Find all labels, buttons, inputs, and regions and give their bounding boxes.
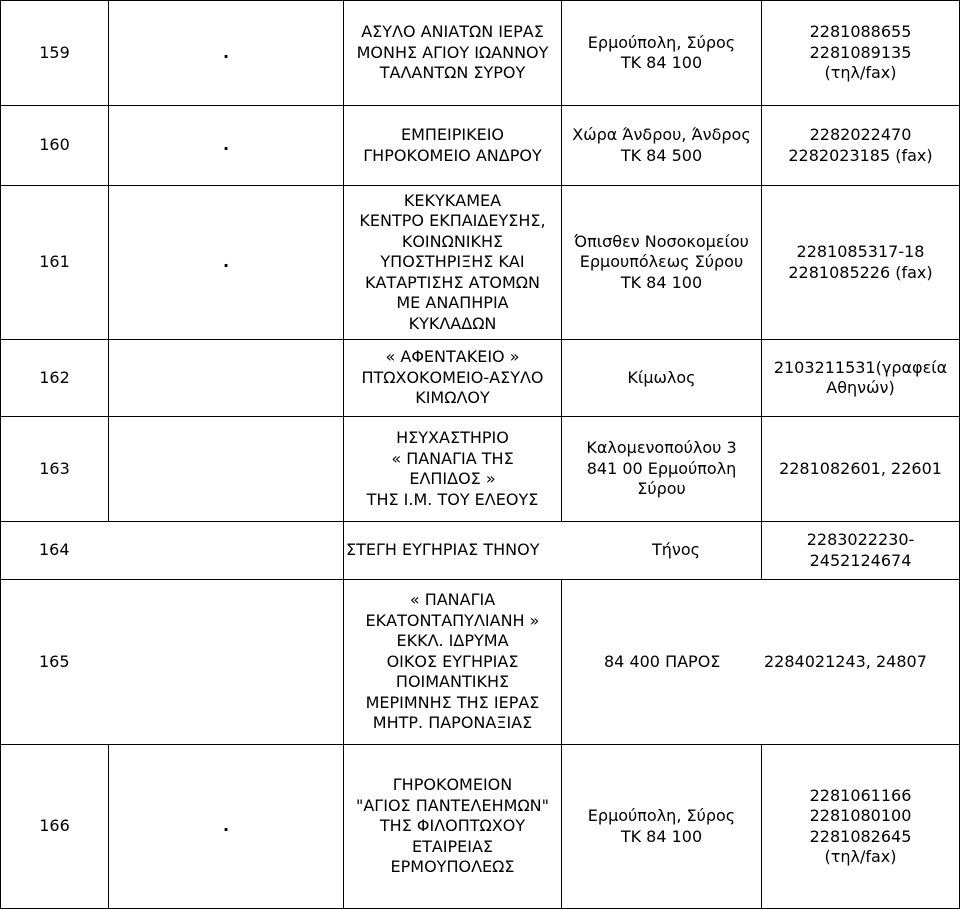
address-text: Ερμούπολη, Σύρος ΤΚ 84 100: [587, 32, 736, 72]
phone-text: 2283022230- 2452124674: [806, 530, 915, 570]
row-marker: .: [109, 186, 344, 340]
row-number: 166: [1, 745, 109, 909]
table-row: [1, 186, 960, 340]
table-row: [1, 417, 960, 522]
phone-text: 2281082601, 22601: [779, 458, 942, 478]
row-number: 162: [1, 340, 109, 417]
phone: [762, 106, 960, 186]
institution-name: [344, 580, 562, 745]
phone: [762, 1, 960, 106]
phone: [762, 340, 960, 417]
phone: [762, 745, 960, 909]
phone-text: 2103211531(γραφεία Αθηνών): [773, 357, 948, 397]
institution-name-address: [344, 522, 762, 580]
address-phone: [562, 580, 960, 745]
address-text: Όπισθεν Νοσοκομείου Ερμουπόλεως Σύρου ΤΚ 84 100: [574, 231, 749, 292]
address: [562, 340, 762, 417]
phone: [762, 417, 960, 522]
institution-name-text: ΓΗΡΟΚΟΜΕΙΟΝ "ΑΓΙΟΣ ΠΑΝΤΕΛΕΗΜΩΝ" ΤΗΣ ΦΙΛΟΠΤΩΧΟΥ ΕΤΑΙΡΕΙΑΣ ΕΡΜΟΥΠΟΛΕΩΣ: [356, 775, 549, 877]
institution-name: [344, 340, 562, 417]
institution-name: [344, 417, 562, 522]
phone-text: 2281061166 2281080100 2281082645 (τηλ/fax): [809, 785, 912, 866]
institution-name-text: ΑΣΥΛΟ ΑΝΙΑΤΩΝ ΙΕΡΑΣ ΜΟΝΗΣ ΑΓΙΟΥ ΙΩΑΝΝΟΥ ΤΑΛΑΝΤΩΝ ΣΥΡΟΥ: [356, 22, 549, 83]
address-text: Τήνος: [651, 540, 701, 560]
row-marker: [109, 340, 344, 417]
address: [562, 1, 762, 106]
institution-name-text: ΣΤΕΓΗ ΕΥΓΗΡΙΑΣ ΤΗΝΟΥ: [346, 540, 540, 560]
row-marker: .: [109, 745, 344, 909]
address-text: Καλομενοπούλου 3 841 00 Ερμούπολη Σύρου: [586, 438, 737, 499]
address: [562, 745, 762, 909]
institution-name: [344, 1, 562, 106]
institution-name-text: « ΑΦΕΝΤΑΚΕΙΟ » ΠΤΩΧΟΚΟΜΕΙΟ-ΑΣΥΛΟ ΚΙΜΩΛΟΥ: [361, 347, 544, 408]
address-text: Χώρα Άνδρου, Άνδρος ΤΚ 84 500: [572, 125, 751, 165]
row-marker: .: [109, 1, 344, 106]
table-row: [1, 522, 960, 580]
address-text: Κίμωλος: [627, 367, 696, 387]
phone: [762, 186, 960, 340]
phone-text: 2282022470 2282023185 (fax): [788, 125, 933, 165]
phone: [762, 522, 960, 580]
row-number: 164: [39, 540, 70, 560]
address: [562, 106, 762, 186]
row-number: 163: [1, 417, 109, 522]
table-row: [1, 580, 960, 745]
institution-name: [344, 106, 562, 186]
institution-name-text: ΚΕΚΥΚΑΜΕΑ ΚΕΝΤΡΟ ΕΚΠΑΙΔΕΥΣΗΣ, ΚΟΙΝΩΝΙΚΗΣ ΥΠΟΣΤΗΡΙΞΗΣ ΚΑΙ ΚΑΤΑΡΤΙΣΗΣ ΑΤΟΜΩΝ ΜΕ ΑΝΑΠΗΡΙΑ ΚΥΚΛΑΔΩΝ: [359, 190, 546, 333]
phone-text: 2284021243, 24807: [764, 651, 927, 671]
institution-name-text: « ΠΑΝΑΓΙΑ ΕΚΑΤΟΝΤΑΠΥΛΙΑΝΗ » ΕΚΚΛ. ΙΔΡΥΜΑ ΟΙΚΟΣ ΕΥΓΗΡΙΑΣ ΠΟΙΜΑΝΤΙΚΗΣ ΜΕΡΙΜΝΗΣ ΤΗΣ ΙΕΡΑΣ ΜΗΤΡ. ΠΑΡΟΝΑΞΙΑΣ: [365, 590, 540, 733]
table-row: [1, 745, 960, 909]
phone-text: 2281085317-18 2281085226 (fax): [788, 242, 933, 282]
table-row: [1, 106, 960, 186]
institution-name-text: ΗΣΥΧΑΣΤΗΡΙΟ « ΠΑΝΑΓΙΑ ΤΗΣ ΕΛΠΙΔΟΣ » ΤΗΣ Ι.Μ. ΤΟΥ ΕΛΕΟΥΣ: [366, 428, 539, 509]
address: [562, 417, 762, 522]
table-row: [1, 340, 960, 417]
row-number: 165: [39, 651, 70, 671]
phone-text: 2281088655 2281089135 (τηλ/fax): [809, 22, 912, 83]
address-text: Ερμούπολη, Σύρος ΤΚ 84 100: [587, 806, 736, 846]
institution-name: [344, 745, 562, 909]
address: [562, 186, 762, 340]
row-number: 161: [1, 186, 109, 340]
institution-name: [344, 186, 562, 340]
address-text: 84 400 ΠΑΡΟΣ: [604, 651, 721, 671]
row-number: 159: [1, 1, 109, 106]
table-row: [1, 1, 960, 106]
row-marker: .: [109, 106, 344, 186]
row-number-cell: [1, 580, 344, 745]
row-number-cell: [1, 522, 344, 580]
row-number: 160: [1, 106, 109, 186]
institution-name-text: ΕΜΠΕΙΡΙΚΕΙΟ ΓΗΡΟΚΟΜΕΙΟ ΑΝΔΡΟΥ: [363, 125, 542, 165]
row-marker: [109, 417, 344, 522]
